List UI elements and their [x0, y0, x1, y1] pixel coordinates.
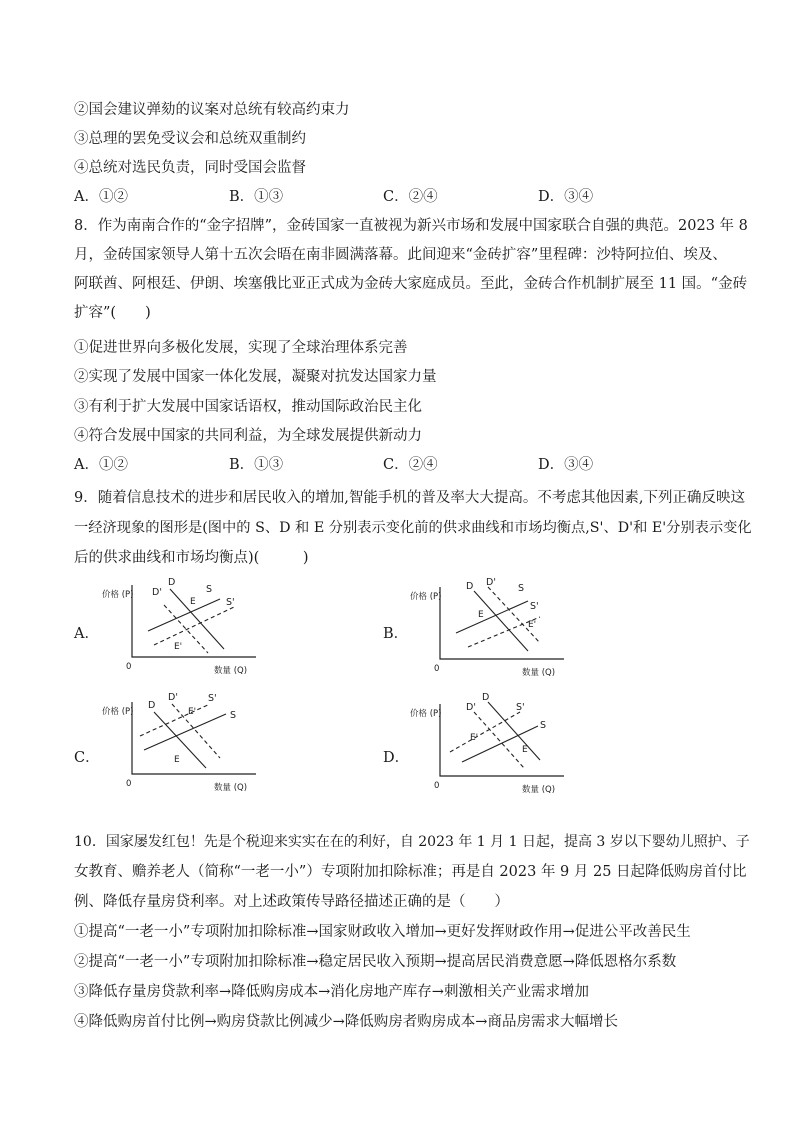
supply-curve-s	[456, 601, 528, 633]
q9-graph-b	[404, 577, 584, 685]
supply-curve-s-prime	[154, 607, 234, 645]
label-e: E	[522, 745, 528, 755]
label-d-prime: D'	[168, 692, 178, 703]
label-e-prime: E'	[174, 642, 183, 652]
q9-graph-d-option[interactable]: D．	[383, 750, 410, 766]
origin-label: 0	[434, 664, 440, 674]
q8-stem-line-4: 扩容”( )	[74, 305, 151, 321]
q9-graph-a-option[interactable]: A．	[74, 626, 99, 642]
label-e-prime: E'	[470, 733, 479, 743]
q8-choice-d[interactable]: D．③④	[538, 457, 594, 473]
q8-choice-c[interactable]: C．②④	[383, 457, 438, 473]
label-d-prime: D'	[466, 702, 476, 713]
label-e: E	[478, 610, 484, 620]
label-e-prime: E'	[528, 620, 537, 630]
q8-stem-line-2: 月，金砖国家领导人第十五次会晤在南非圆满落幕。此间迎来“金砖扩容”里程碑：沙特阿拉伯、埃及、	[74, 247, 727, 263]
q7-option-2: ②国会建议弹劾的议案对总统有较高约束力	[74, 102, 350, 118]
label-e: E	[190, 597, 196, 607]
label-d-prime: D'	[152, 587, 162, 598]
q9-stem-line-2: 一经济现象的图形是(图中的 S、D 和 E 分别表示变化前的供求曲线和市场均衡点,S'、D'和 E'分别表示变化	[74, 520, 752, 536]
label-e-prime: E'	[188, 707, 197, 717]
q8-option-3: ③有利于扩大发展中国家话语权，推动国际政治民主化	[74, 399, 422, 415]
y-axis-label: 价格 (P)	[410, 592, 442, 602]
q10-stem-line-1: 10．国家屡发红包！先是个税迎来实实在在的利好，自 2023 年 1 月 1 日起，提高 3 岁以下婴幼儿照护、子	[74, 834, 750, 850]
q9-graph-c-option[interactable]: C．	[74, 750, 100, 766]
q9-graph-a	[96, 575, 276, 683]
q7-option-4: ④总统对选民负责，同时受国会监督	[74, 160, 306, 176]
q10-stem-line-2: 女教育、赡养老人（简称“一老一小”）专项附加扣除标准；再是自 2023 年 9 月 25 日起降低购房首付比	[74, 864, 747, 880]
q8-stem-line-1: 8．作为南南合作的“金字招牌”，金砖国家一直被视为新兴市场和发展中国家联合自强的典范。2023 年 8	[74, 218, 748, 234]
demand-curve-d	[488, 702, 540, 760]
label-s: S	[230, 710, 237, 721]
q8-choice-a[interactable]: A．①②	[74, 457, 128, 473]
q8-choice-b[interactable]: B．①③	[229, 457, 284, 473]
supply-curve-s	[462, 726, 538, 762]
demand-curve-d	[170, 589, 224, 649]
label-s-prime: S'	[530, 601, 539, 612]
q9-graph-c	[96, 688, 276, 796]
q8-option-1: ①促进世界向多极化发展，实现了全球治理体系完善	[74, 340, 408, 356]
label-d-prime: D'	[486, 577, 496, 588]
supply-curve-s-prime	[450, 712, 520, 752]
x-axis-label: 数量 (Q)	[522, 668, 556, 678]
label-s-prime: S'	[208, 693, 217, 704]
q9-graph-b-option[interactable]: B．	[383, 626, 409, 642]
x-axis-label: 数量 (Q)	[214, 666, 248, 676]
label-d: D	[482, 692, 490, 703]
q9-graph-d	[404, 690, 584, 798]
q8-stem-line-3: 阿联酋、阿根廷、伊朗、埃塞俄比亚正式成为金砖大家庭成员。至此，金砖合作机制扩展至 11 国。“金砖	[74, 276, 748, 292]
q8-option-4: ④符合发展中国家的共同利益，为全球发展提供新动力	[74, 428, 422, 444]
q10-option-3: ③降低存量房贷款利率→降低购房成本→消化房地产库存→刺激相关产业需求增加	[74, 984, 589, 1000]
q7-choice-c[interactable]: C．②④	[383, 189, 438, 205]
origin-label: 0	[434, 781, 440, 791]
q9-stem-line-3: 后的供求曲线和市场均衡点)( )	[74, 550, 309, 566]
label-s: S	[518, 583, 525, 594]
q10-option-1: ①提高“一老一小”专项附加扣除标准→国家财政收入增加→更好发挥财政作用→促进公平改善民生	[74, 924, 691, 940]
q7-option-3: ③总理的罢免受议会和总统双重制约	[74, 131, 306, 147]
y-axis-label: 价格 (P)	[102, 707, 134, 717]
q9-stem-line-1: 9．随着信息技术的进步和居民收入的增加,智能手机的普及率大大提高。不考虑其他因素,下列正确反映这	[74, 490, 745, 506]
q8-option-2: ②实现了发展中国家一体化发展，凝聚对抗发达国家力量	[74, 369, 437, 385]
y-axis-label: 价格 (P)	[102, 590, 134, 600]
y-axis-label: 价格 (P)	[410, 709, 442, 719]
q7-choice-d[interactable]: D．③④	[538, 189, 594, 205]
demand-curve-d-prime	[474, 712, 524, 768]
label-d: D	[466, 581, 474, 592]
demand-curve-d	[154, 712, 206, 768]
label-s-prime: S'	[516, 702, 525, 713]
axes	[440, 587, 564, 659]
axes	[440, 704, 564, 776]
label-e: E	[174, 755, 180, 765]
label-d: D	[148, 700, 156, 711]
label-s-prime: S'	[226, 597, 235, 608]
demand-curve-d-prime	[164, 605, 208, 653]
q7-choice-a[interactable]: A．①②	[74, 189, 128, 205]
origin-label: 0	[126, 779, 132, 789]
label-d: D	[168, 577, 176, 588]
q7-choice-b[interactable]: B．①③	[229, 189, 284, 205]
label-s: S	[540, 720, 547, 731]
axes	[132, 585, 256, 657]
x-axis-label: 数量 (Q)	[214, 783, 248, 793]
q10-stem-line-3: 例、降低存量房贷利率。对上述政策传导路径描述正确的是（ ）	[74, 894, 509, 910]
q10-option-4: ④降低购房首付比例→购房贷款比例减少→降低购房者购房成本→商品房需求大幅增长	[74, 1014, 618, 1030]
x-axis-label: 数量 (Q)	[522, 785, 556, 795]
label-s: S	[206, 584, 213, 595]
origin-label: 0	[126, 662, 132, 672]
q10-option-2: ②提高“一老一小”专项附加扣除标准→稳定居民收入预期→提高居民消费意愿→降低恩格尔系数	[74, 954, 677, 970]
